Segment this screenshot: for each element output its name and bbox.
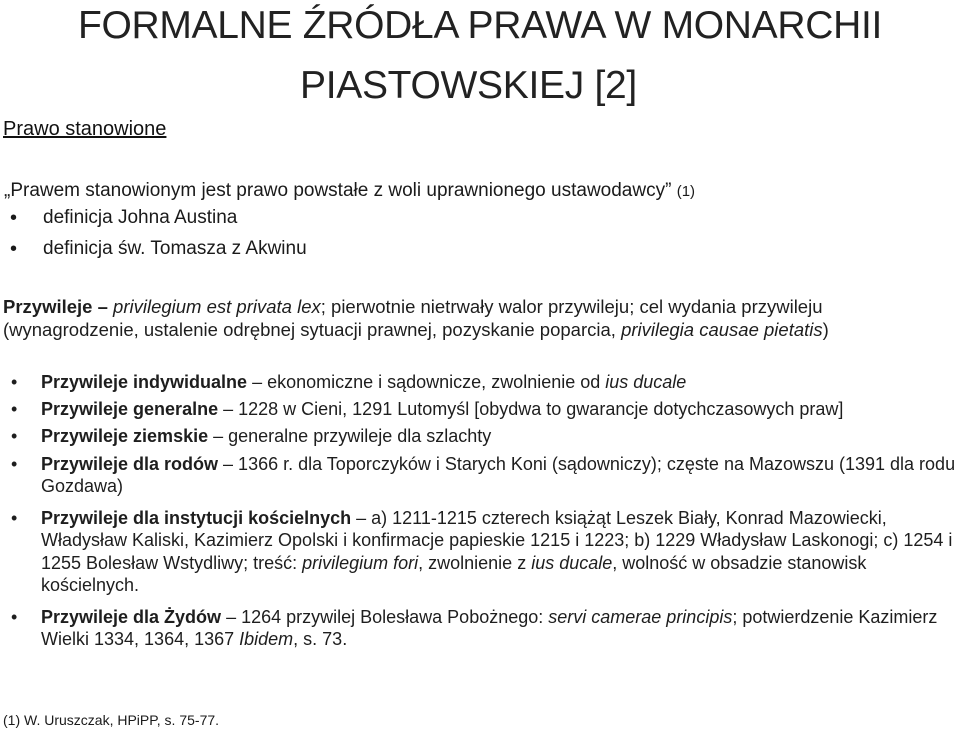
item-text: , zwolnienie z [418, 552, 532, 573]
item-text: – generalne przywileje dla szlachty [208, 426, 492, 446]
item-head: Przywileje dla instytucji kościelnych [41, 507, 352, 528]
item-head: Przywileje dla rodów [41, 453, 219, 474]
item-italic: ius ducale [605, 372, 687, 392]
item-text: ; potwierdzenie Kazimierz Wielki 1334, 1364, 1367 [41, 606, 938, 649]
item-text: , s. 73. [293, 629, 348, 649]
bullet-icon: • [10, 207, 18, 229]
item-italic: Ibidem [239, 629, 294, 649]
page-title-line1: FORMALNE ŹRÓDŁA PRAWA W MONARCHII [77, 4, 883, 47]
list-item [3, 453, 958, 498]
intro-text: „Prawem stanowionym jest prawo powstałe z woli uprawnionego ustawodawcy” [4, 180, 672, 201]
bullet-icon: • [11, 398, 18, 419]
bullet-icon: • [10, 238, 18, 260]
item-text: – 1264 przywilej Bolesława Pobożnego: [221, 606, 549, 627]
item-head: Przywileje dla Żydów [41, 606, 222, 627]
item-text: – 1366 r. dla Toporczyków i Starych Koni (sądowniczy); częste na Mazowszu (1391 dla rodu Gozdawa) [41, 453, 956, 496]
item-text: , wolność w obsadzie stanowisk kościelnych. [41, 552, 867, 595]
dash: – [92, 296, 114, 317]
list-item [3, 398, 958, 421]
bullet-icon: • [11, 507, 18, 528]
bullet-icon: • [11, 372, 18, 392]
page-title-line2: PIASTOWSKIEJ [2] [300, 64, 637, 107]
definition-text: ; pierwotnie nietrwały walor przywileju; cel wydania przywileju (wynagrodzenie, ustalenie odrębnej sytuacji prawnej, pozyskanie poparcia, [3, 296, 823, 340]
bullet-icon: • [11, 453, 18, 474]
bullet-icon: • [11, 426, 18, 446]
intro-quote [4, 180, 695, 202]
footnote: (1) W. Uruszczak, HPiPP, s. 75-77. [3, 712, 220, 728]
item-text: – ekonomiczne i sądownicze, zwolnienie od [247, 372, 606, 392]
bullet-icon: • [11, 606, 18, 627]
item-head: Przywileje generalne [41, 398, 219, 419]
list-item [3, 425, 958, 448]
item-text: – a) 1211-1215 czterech książąt Leszek Biały, Konrad Mazowiecki, Władysław Kaliski, Kazimierz Opolski i konfirmacje papieskie 1215 i 1223; b) 1229 Władysław Laskonogi; c) 1254 i 1255 Bolesław Wstydliwy; treść: [41, 507, 953, 573]
list-item [3, 606, 958, 651]
item-head: Przywileje ziemskie [41, 426, 209, 446]
list-item [3, 507, 958, 597]
item-italic: servi camerae principis [548, 606, 733, 627]
subtitle: Prawo stanowione [3, 118, 167, 140]
item-italic: privilegium fori [302, 552, 419, 573]
item-italic: ius ducale [531, 552, 613, 573]
latin-maxim: privilegium est privata lex [113, 296, 321, 317]
latin-term: privilegia causae pietatis [621, 318, 823, 340]
closing-paren: ) [822, 318, 829, 340]
privileges-definition [3, 296, 958, 341]
bullet-text: definicja Johna Austina [43, 207, 238, 228]
privileges-head: Przywileje [3, 296, 93, 317]
intro-ref: (1) [676, 183, 696, 200]
list-item [3, 371, 958, 394]
item-text: – 1228 w Cieni, 1291 Lutomyśl [obydwa to gwarancje dotychczasowych praw] [218, 398, 844, 419]
bullet-text: definicja św. Tomasza z Akwinu [43, 238, 307, 259]
privileges-list [3, 371, 958, 651]
item-head: Przywileje indywidualne [41, 372, 248, 392]
